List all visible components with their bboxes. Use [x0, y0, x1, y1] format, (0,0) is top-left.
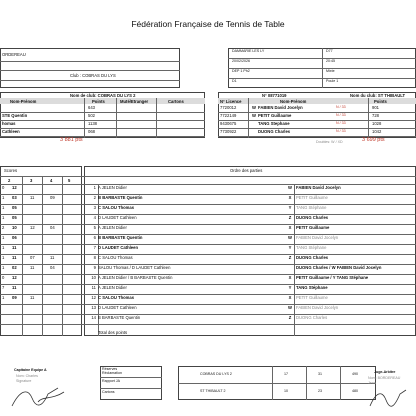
result-diff: 490	[352, 372, 358, 376]
score-cell: 11	[50, 255, 55, 260]
match-row	[84, 224, 416, 232]
score-cell: 11	[30, 265, 35, 270]
match-row	[84, 184, 416, 192]
match-player-a: A JELEN Didier	[98, 285, 127, 290]
team-b-player-points: 1028	[372, 121, 382, 126]
match-info-right: Poule 1	[326, 79, 339, 83]
match-player-b: PETIT Guillaume / Y TANG Stéphane	[296, 275, 369, 280]
reserves-label: Réserves Réclamation	[102, 367, 122, 375]
team-a-player-points: 502	[88, 113, 95, 118]
team-b-player-points: 728	[372, 113, 379, 118]
score-row	[0, 254, 82, 262]
match-info-divider	[228, 68, 416, 69]
score-cell: 1	[2, 255, 5, 260]
col-licence: N° Licence	[220, 98, 242, 104]
match-player-a: B BARBASTE Quentin	[98, 235, 143, 240]
match-info-left: DAMMARIE LES LY	[232, 49, 265, 53]
score-cell: 10	[12, 225, 17, 230]
team-b-licence: 7722149	[220, 113, 237, 118]
match-player-a: C SALOU Thomas	[98, 205, 135, 210]
referee-title: Juge-Arbitre	[374, 370, 396, 374]
signature-icon	[8, 384, 68, 410]
team-a-row-divider	[0, 128, 205, 129]
match-player-b: PETIT Guillaume	[296, 225, 330, 230]
match-row	[84, 204, 416, 212]
match-number: 7	[93, 245, 96, 250]
score-cell: 7	[2, 285, 5, 290]
match-row	[84, 214, 416, 222]
scores-title: Scores	[4, 168, 18, 173]
score-cell: 12	[12, 185, 17, 190]
match-number: 6	[93, 235, 96, 240]
team-b-club-line: N° 08771019	[262, 93, 287, 98]
match-player-b: FABIEN David Jocelyn	[296, 235, 339, 240]
referee-block	[364, 370, 416, 414]
score-row	[0, 304, 82, 312]
match-info-right: 20:45	[326, 59, 335, 63]
score-row	[0, 194, 82, 202]
score-col-header: 4	[50, 178, 53, 183]
match-number: 12	[91, 295, 96, 300]
match-player-b: DUONG Charles	[296, 215, 329, 220]
match-player-a: D LAUDET Cathleen	[98, 215, 137, 220]
team-a-club-line: Nom de club: COBRAS DU LYS 2	[70, 93, 136, 98]
score-row	[0, 224, 82, 232]
team-a-player-points: 1138	[88, 121, 98, 126]
team-a-club-label: Club : COBRAS DU LYS	[70, 73, 116, 78]
match-row-divider	[0, 324, 416, 325]
match-player-b: DUONG Charles	[296, 255, 329, 260]
score-row	[0, 204, 82, 212]
team-b-badge: N / 33	[336, 121, 346, 125]
match-player-b-code: Z	[288, 255, 292, 260]
order-title: Ordre des parties	[230, 168, 263, 173]
score-cell: 09	[12, 295, 17, 300]
score-cell: 06	[12, 235, 17, 240]
match-player-a: C SALOU Thomas	[98, 295, 135, 300]
team-b-row-divider	[218, 136, 416, 137]
score-cell: 1	[2, 265, 5, 270]
match-player-b-code: X	[288, 295, 292, 300]
match-player-b-code: X	[288, 195, 292, 200]
score-cell: 02	[12, 265, 17, 270]
referee-name: Nom: BORDEREAU Jean	[368, 376, 401, 385]
team-a-club-name: ORDEREAU	[2, 52, 26, 57]
captain-a-name: Nom: Charles Signature	[16, 374, 38, 383]
team-b-player-points: 901	[372, 105, 379, 110]
match-number: 4	[93, 215, 96, 220]
match-number: 8	[93, 255, 96, 260]
score-cell: 12	[12, 275, 17, 280]
match-row	[84, 294, 416, 302]
match-info-divider	[228, 58, 416, 59]
match-player-a: A JELEN Didier	[98, 185, 127, 190]
team-b-row-divider	[218, 112, 416, 113]
total-line: Total des points	[98, 330, 128, 335]
team-b-row-divider	[218, 128, 416, 129]
match-info-right: Mixte	[326, 69, 335, 73]
team-b-licence: 7720012	[220, 105, 237, 110]
team-b-badge: N / 33	[336, 113, 346, 117]
team-b-row-divider	[218, 120, 416, 121]
score-cell: 03	[12, 195, 17, 200]
match-number: 9	[93, 265, 96, 270]
score-cell: 11	[12, 285, 17, 290]
match-number: 5	[93, 225, 96, 230]
team-b-letter: W	[252, 113, 256, 118]
team-b-letter: W	[252, 105, 256, 110]
match-row	[84, 234, 416, 242]
team-b-player-name: PETIT Guillaume	[258, 113, 292, 118]
team-b-total: 3 699 pts	[362, 137, 385, 143]
match-player-a: C SALOU Thomas	[98, 255, 133, 260]
result-diff: 480	[352, 389, 358, 393]
team-a-player-points: 643	[88, 105, 95, 110]
match-info-left: D1	[232, 79, 237, 83]
match-player-b: FABIEN David Jocelyn	[296, 185, 341, 190]
match-row	[84, 304, 416, 312]
match-player-a: D LAUDET Cathleen	[98, 245, 139, 250]
team-b-player-name: TANG Stephane	[258, 121, 290, 126]
match-player-a: A JELEN Didier	[98, 225, 127, 230]
score-cell: 1	[2, 215, 5, 220]
score-cell: 05	[12, 205, 17, 210]
match-number: 3	[93, 205, 96, 210]
match-info-left: DEP 1 Ph2	[232, 69, 250, 73]
match-player-b: TANG Stéphane	[296, 285, 328, 290]
match-info-divider	[228, 78, 416, 79]
match-player-b: FABIEN David Jocelyn	[296, 305, 339, 310]
team-b-licence: 7730922	[220, 129, 237, 134]
score-cell: 07	[30, 255, 35, 260]
match-row	[84, 244, 416, 252]
match-row	[84, 194, 416, 202]
match-number: 2	[93, 195, 96, 200]
match-row	[84, 284, 416, 292]
score-cell: 09	[50, 195, 55, 200]
score-col-header: 5	[68, 178, 71, 183]
team-a-player-points: 068	[88, 129, 95, 134]
captain-a-block	[6, 368, 76, 412]
match-player-b-code: W	[288, 185, 292, 190]
team-b-club-line-right: Nom du club: ST THIBAULT	[350, 93, 406, 98]
col-b-nom: Nom-Prénom	[280, 98, 307, 104]
score-cell: 12	[30, 225, 35, 230]
team-b-badge: N / 33	[336, 105, 346, 109]
match-player-b: TANG Stéphane	[296, 245, 327, 250]
score-col-header: 2	[8, 178, 11, 183]
match-player-b: PETIT Guillaume	[296, 295, 328, 300]
match-info-left: 20/02/2026	[232, 59, 250, 63]
match-player-b-code: W	[288, 235, 292, 240]
col-mute: Muté/Etranger	[120, 98, 149, 104]
match-player-b-code: Z	[288, 215, 292, 220]
page-title: Fédération Française de Tennis de Table	[131, 19, 285, 29]
score-cell: 05	[12, 215, 17, 220]
score-cell: 04	[50, 225, 55, 230]
score-cell: 1	[2, 235, 5, 240]
score-col-header: 3	[30, 178, 33, 183]
team-a-row-divider	[0, 112, 205, 113]
score-cell: 11	[30, 195, 35, 200]
result-pts: 17	[284, 372, 288, 376]
score-row	[0, 214, 82, 222]
col-b-points: Points	[374, 98, 387, 104]
col-nom-prenom: Nom-Prénom	[10, 98, 37, 104]
score-cell: 0	[2, 275, 5, 280]
score-row	[0, 184, 82, 192]
score-cell: 04	[50, 265, 55, 270]
col-cartons: Cartons	[168, 98, 184, 104]
match-number: 14	[91, 315, 96, 320]
captain-a-title: Capitaine Equipe A	[14, 368, 47, 372]
result-matches: 31	[318, 372, 322, 376]
match-row	[84, 314, 416, 322]
match-player-b-code: Y	[288, 205, 292, 210]
score-cell: 2	[2, 225, 5, 230]
doubles-note: Doubles: W / XD	[316, 140, 343, 144]
match-number: 11	[91, 285, 96, 290]
score-row	[0, 244, 82, 252]
team-a-player-name: homas	[2, 121, 16, 126]
match-number: 1	[93, 185, 96, 190]
team-a-player-name: STE Quentin	[2, 113, 28, 118]
match-player-b: PETIT Guillaume	[296, 195, 328, 200]
match-number: 10	[91, 275, 96, 280]
score-row	[0, 294, 82, 302]
match-info-right: D77	[326, 49, 333, 53]
match-player-b: DUONG Charles	[296, 315, 328, 320]
team-b-licence: 9430675	[220, 121, 237, 126]
score-cell: 1	[2, 205, 5, 210]
score-cell: 0	[2, 185, 5, 190]
match-player-b: DUONG Charles / W FABIEN David Jocelyn	[296, 265, 382, 270]
match-row	[84, 264, 416, 272]
team-b-badge: N / 33	[336, 129, 346, 133]
rapport-ja-label: Rapport JA	[102, 379, 120, 383]
team-a-header-box	[0, 48, 180, 88]
score-cell: 11	[30, 295, 35, 300]
col-points: Points	[92, 98, 105, 104]
result-team: COBRAS DU LYS 2	[200, 372, 232, 376]
match-player-b-code: Y	[288, 285, 292, 290]
team-a-total: 3 881 pts	[60, 137, 83, 143]
score-cell: 11	[12, 245, 17, 250]
team-a-row-divider	[0, 136, 205, 137]
match-player-a: B BARBASTE Quentin	[98, 195, 143, 200]
match-player-b-code: X	[288, 275, 292, 280]
score-cell: 1	[2, 295, 5, 300]
team-a-player-name: Cathleen	[2, 129, 20, 134]
result-pts: 10	[284, 389, 288, 393]
score-cell: 11	[12, 255, 17, 260]
score-row	[0, 264, 82, 272]
score-row	[0, 274, 82, 282]
score-cell: 1	[2, 245, 5, 250]
match-player-a: SALOU Thomas / D LAUDET Cathleen	[98, 265, 171, 270]
team-b-player-points: 1042	[372, 129, 382, 134]
match-player-a: D LAUDET Cathleen	[98, 305, 137, 310]
match-player-b-code: W	[288, 305, 292, 310]
team-b-player-name: DUONG Charles	[258, 129, 291, 134]
match-player-b: TANG Stéphane	[296, 205, 327, 210]
match-player-b-code: Z	[288, 315, 292, 320]
match-row	[84, 254, 416, 262]
result-team: ST THIBAULT 2	[200, 389, 226, 393]
score-row	[0, 234, 82, 242]
match-player-b-code: X	[288, 225, 292, 230]
match-number: 13	[91, 305, 96, 310]
team-a-row-divider	[0, 120, 205, 121]
match-player-a: A JELEN Didier / B BARBASTE Quentin	[98, 275, 173, 280]
score-cell: 1	[2, 195, 5, 200]
match-player-a: B BARBASTE Quentin	[98, 315, 141, 320]
match-player-b-code: Y	[288, 245, 292, 250]
signature-icon	[366, 386, 410, 410]
result-matches: 23	[318, 389, 322, 393]
score-row	[0, 284, 82, 292]
cartons-label: Cartons	[102, 390, 115, 394]
match-row	[84, 274, 416, 282]
team-b-player-name: FABIEN David Jocelyn	[258, 105, 303, 110]
score-row	[0, 314, 82, 322]
